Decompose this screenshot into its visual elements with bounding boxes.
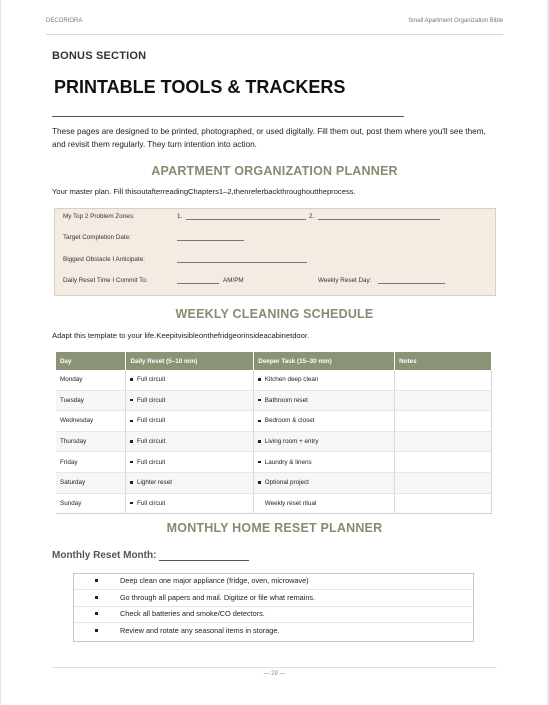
deeper-cell [254, 370, 395, 390]
running-header [46, 16, 503, 35]
table-row [56, 390, 492, 411]
page-number: — 29 — [263, 671, 286, 677]
completion-date-label: Target Completion Date: [63, 234, 131, 241]
notes-cell[interactable] [395, 390, 492, 411]
column-header-notes: Notes [395, 352, 492, 370]
bullet-icon [130, 502, 133, 505]
reset-time-label: Daily Reset Time I Commit To: [63, 277, 148, 284]
column-header-deeper-task: Deeper Task (15–30 min) [254, 352, 395, 370]
day-cell: Friday [56, 452, 126, 473]
monthly-heading: MONTHLY HOME RESET PLANNER [166, 521, 383, 535]
monthly-checklist [73, 573, 474, 642]
deeper-task: Bathroom reset [264, 396, 308, 404]
weekly-heading: WEEKLY CLEANING SCHEDULE [175, 307, 374, 321]
page-edge-left [0, 0, 1, 705]
table-row [56, 452, 492, 473]
notes-cell[interactable] [395, 431, 492, 452]
bullet-icon [258, 440, 261, 443]
table-header-row [56, 352, 492, 370]
day-cell: Tuesday [56, 390, 126, 411]
deeper-cell [254, 431, 395, 452]
list-item [74, 591, 473, 607]
table-row [56, 370, 492, 390]
list-item-text: Check all batteries and smoke/CO detectors. [120, 609, 265, 618]
footer-divider [52, 667, 497, 668]
bullet-icon [130, 399, 133, 402]
daily-cell [126, 472, 254, 493]
day-cell: Saturday [56, 472, 126, 493]
title-divider [52, 116, 404, 117]
bullet-icon [130, 378, 133, 381]
list-item-text: Review and rotate any seasonal items in storage. [120, 626, 280, 635]
daily-cell [126, 390, 254, 411]
ampm-label: AM/PM [223, 277, 244, 284]
daily-cell [126, 493, 254, 514]
list-item [74, 624, 473, 640]
zone-one-line[interactable] [186, 219, 306, 220]
list-item [74, 607, 473, 623]
bullet-icon [130, 461, 133, 464]
page-title: PRINTABLE TOOLS & TRACKERS [54, 77, 346, 97]
table-row [56, 411, 492, 432]
daily-task: Full circuit [136, 396, 166, 404]
deeper-task: Kitchen deep clean [264, 376, 319, 384]
planner-note: Your master plan. Fill thisoutafterreadingChapters1–2,thenreferbackthroughouttheprocess. [52, 187, 356, 196]
notes-cell[interactable] [395, 411, 492, 432]
day-cell: Thursday [56, 431, 126, 452]
bullet-icon [95, 596, 98, 599]
column-header-daily-reset: Daily Reset (5–10 min) [126, 352, 254, 370]
bullet-icon [258, 399, 261, 402]
obstacle-line[interactable] [177, 262, 307, 263]
deeper-cell [254, 472, 395, 493]
list-item-text: Deep clean one major appliance (fridge, oven, microwave) [120, 576, 309, 585]
table-row [56, 493, 492, 514]
deeper-task: Optional project [264, 479, 309, 487]
list-item [74, 574, 473, 590]
problem-zones-label: My Top 2 Problem Zones: [63, 213, 135, 220]
deeper-task: Laundry & linens [264, 458, 312, 466]
bullet-icon [258, 378, 261, 381]
weekly-reset-day-line[interactable] [378, 283, 445, 284]
bullet-icon [95, 629, 98, 632]
bullet-icon [130, 440, 133, 443]
daily-task: Full circuit [136, 376, 166, 384]
bullet-icon [258, 420, 261, 423]
list-item-text: Go through all papers and mail. Digitize or file what remains. [120, 593, 316, 602]
bonus-section-label: BONUS SECTION [52, 50, 147, 62]
day-cell: Sunday [56, 493, 126, 514]
zone-two-label: 2. [309, 213, 315, 220]
daily-task: Full circuit [136, 438, 166, 446]
weekly-note: Adapt this template to your life.Keepitvisibleonthefridgeorinsideacabinetdoor. [52, 331, 310, 340]
day-cell: Wednesday [56, 411, 126, 432]
daily-cell [126, 370, 254, 390]
table-row [56, 431, 492, 452]
monthly-reset-month-label: Monthly Reset Month: [52, 550, 157, 561]
deeper-task: Bedroom & closet [264, 417, 315, 425]
weekly-schedule-table [56, 352, 492, 514]
reset-time-line[interactable] [177, 283, 219, 284]
deeper-task: Weekly reset ritual [264, 499, 317, 507]
zone-two-line[interactable] [318, 219, 440, 220]
daily-cell [126, 411, 254, 432]
weekly-reset-day-label: Weekly Reset Day: [318, 277, 372, 284]
bullet-icon [130, 420, 133, 423]
daily-task: Full circuit [136, 458, 166, 466]
notes-cell[interactable] [395, 493, 492, 514]
completion-date-line[interactable] [177, 240, 244, 241]
daily-cell [126, 431, 254, 452]
intro-paragraph: These pages are designed to be printed, photographed, or used digitally. Fill them out, post them where you'll see them, and revisit them regularly. They turn intention into action. [52, 127, 486, 149]
bullet-icon [258, 461, 261, 464]
notes-cell[interactable] [395, 472, 492, 493]
notes-cell[interactable] [395, 370, 492, 390]
header-brand: DECORIORA [46, 18, 83, 24]
bullet-icon [95, 612, 98, 615]
daily-task: Full circuit [136, 499, 166, 507]
daily-task: Lighter reset [136, 479, 172, 487]
deeper-cell [254, 390, 395, 411]
table-row [56, 472, 492, 493]
monthly-reset-month-line[interactable] [159, 551, 249, 561]
daily-task: Full circuit [136, 417, 166, 425]
bullet-icon [258, 481, 261, 484]
organization-planner-form [54, 208, 496, 296]
bullet-icon [95, 579, 98, 582]
bullet-icon [130, 481, 133, 484]
header-book-title: Small Apartment Organization Bible [408, 18, 503, 24]
deeper-cell [254, 493, 395, 514]
obstacle-label: Biggest Obstacle I Anticipate: [63, 256, 145, 263]
planner-heading: APARTMENT ORGANIZATION PLANNER [151, 164, 398, 178]
monthly-reset-month [52, 550, 249, 561]
day-cell: Monday [56, 370, 126, 390]
daily-cell [126, 452, 254, 473]
column-header-day: Day [56, 352, 126, 370]
deeper-task: Living room + entry [264, 438, 319, 446]
notes-cell[interactable] [395, 452, 492, 473]
zone-one-label: 1. [177, 213, 183, 220]
deeper-cell [254, 452, 395, 473]
deeper-cell [254, 411, 395, 432]
